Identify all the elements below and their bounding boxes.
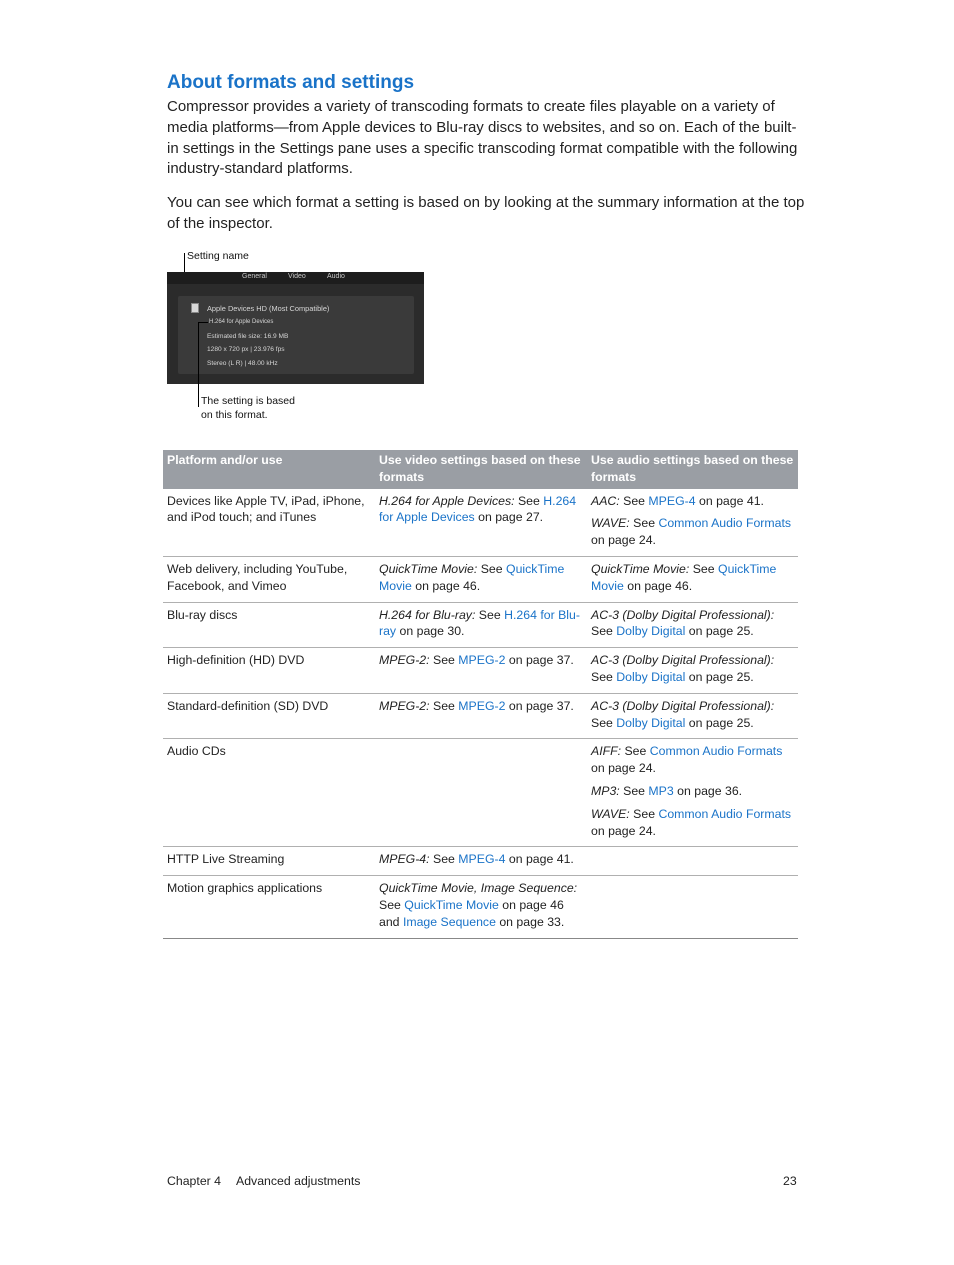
tab-audio: Audio [327, 273, 345, 280]
video-cell [375, 602, 587, 648]
header-platform: Platform and/or use [163, 450, 375, 489]
see-text: See [591, 715, 617, 730]
and-text: and [379, 914, 403, 929]
header-video: Use video settings based on these formats [375, 450, 587, 489]
format-entry [591, 493, 794, 510]
page-ref: on page 24. [591, 533, 656, 548]
callout-setting-name: Setting name [187, 250, 249, 262]
format-entry [591, 652, 794, 686]
see-text: See [429, 698, 459, 713]
inspector-screenshot [167, 272, 424, 384]
format-entry [379, 561, 583, 595]
see-text: See [429, 653, 459, 668]
document-icon [191, 303, 199, 313]
see-text: See [619, 493, 649, 508]
header-audio: Use audio settings based on these formats [587, 450, 798, 489]
table-row [163, 648, 798, 694]
section-heading: About formats and settings [167, 72, 415, 93]
format-link[interactable]: H.264 for Blu-ray [379, 607, 580, 639]
format-label: AC-3 (Dolby Digital Professional): [591, 607, 775, 622]
format-label: MP3: [591, 783, 620, 798]
page-ref: on page 25. [685, 624, 754, 639]
table-row [163, 556, 798, 602]
platform-cell: Audio CDs [163, 739, 375, 847]
format-entry [379, 493, 583, 527]
summary-panel [178, 296, 414, 374]
format-link[interactable]: Common Audio Formats [649, 744, 783, 759]
page-ref: on page 36. [673, 783, 743, 798]
callout-format-2: on this format. [201, 409, 268, 421]
format-link[interactable]: Dolby Digital [616, 715, 686, 730]
page-ref: on page 41. [695, 493, 764, 508]
format-entry [591, 515, 794, 549]
audio-cell [587, 556, 798, 602]
page-ref: on page 37. [505, 698, 574, 713]
page-ref: on page 25. [685, 715, 754, 730]
video-cell [375, 556, 587, 602]
see-text: See [477, 561, 507, 576]
format-label: WAVE: [591, 806, 630, 821]
callout-format-1: The setting is based [201, 395, 295, 407]
format-entry [591, 806, 794, 840]
video-cell [375, 847, 587, 876]
audio-info: Stereo (L R) | 48.00 kHz [207, 360, 278, 367]
format-link[interactable]: Image Sequence [402, 914, 496, 929]
format-label: MPEG-2: [379, 698, 430, 713]
format-entry [591, 698, 794, 732]
dimensions: 1280 x 720 px | 23.976 fps [207, 346, 285, 353]
page-ref: on page 33. [495, 914, 565, 929]
format-label: AIFF: [591, 744, 622, 759]
audio-cell [587, 739, 798, 847]
format-label: AAC: [591, 493, 620, 508]
format-entry [379, 652, 583, 669]
video-cell [375, 739, 587, 847]
see-text: See [429, 852, 459, 867]
format-link[interactable]: Dolby Digital [616, 669, 686, 684]
audio-cell [587, 602, 798, 648]
file-size: Estimated file size: 16.9 MB [207, 333, 289, 340]
setting-name: Apple Devices HD (Most Compatible) [207, 304, 330, 313]
format-link[interactable]: MPEG-2 [458, 698, 506, 713]
formats-table [163, 450, 798, 939]
table-row [163, 602, 798, 648]
format-entry [591, 607, 794, 641]
table-row [163, 739, 798, 847]
audio-cell [587, 648, 798, 694]
format-entry [379, 698, 583, 715]
platform-cell: Blu-ray discs [163, 602, 375, 648]
inspector-paragraph: You can see which format a setting is based on by looking at the summary information at the top of the inspector. [167, 194, 805, 232]
see-text: See [591, 624, 617, 639]
callout-line [198, 322, 199, 407]
platform-cell: Devices like Apple TV, iPad, iPhone, and iPod touch; and iTunes [163, 489, 375, 557]
setting-format: H.264 for Apple Devices [209, 319, 274, 325]
format-label: AC-3 (Dolby Digital Professional): [591, 653, 775, 668]
page-ref: on page 46 [498, 897, 564, 912]
tab-video: Video [288, 273, 306, 280]
table-row [163, 693, 798, 739]
format-label: H.264 for Apple Devices: [379, 493, 515, 508]
audio-cell [587, 489, 798, 557]
format-entry [379, 851, 583, 868]
see-text: See [629, 806, 659, 821]
format-link[interactable]: MPEG-4 [648, 493, 696, 508]
footer-chapter-link[interactable]: Advanced adjustments [236, 1174, 361, 1188]
format-label: QuickTime Movie, Image Sequence: [379, 881, 578, 896]
page-ref: on page 41. [505, 852, 574, 867]
tab-general: General [242, 273, 267, 280]
video-cell [375, 693, 587, 739]
format-link[interactable]: H.264 for Apple Devices [379, 493, 577, 525]
video-cell [375, 489, 587, 557]
format-label: QuickTime Movie: [591, 561, 690, 576]
format-label: AC-3 (Dolby Digital Professional): [591, 698, 775, 713]
format-link[interactable]: Common Audio Formats [658, 806, 792, 821]
see-text: See [689, 561, 719, 576]
page-ref: on page 24. [591, 761, 656, 776]
format-label: WAVE: [591, 516, 630, 531]
format-link[interactable]: QuickTime Movie [379, 561, 565, 593]
video-cell [375, 648, 587, 694]
callout-line [198, 322, 208, 323]
see-text: See [514, 493, 544, 508]
page-ref: on page 46. [623, 578, 693, 593]
format-label: MPEG-2: [379, 653, 430, 668]
see-text: See [621, 744, 650, 759]
footer-chapter: Chapter 4 [167, 1174, 222, 1188]
format-entry [379, 607, 583, 641]
page-ref: on page 46. [411, 578, 481, 593]
page-number: 23 [783, 1174, 797, 1188]
format-link[interactable]: Dolby Digital [616, 624, 686, 639]
page-ref: on page 25. [685, 669, 754, 684]
see-text: See [619, 783, 649, 798]
format-link[interactable]: MPEG-2 [458, 653, 506, 668]
table-row [163, 847, 798, 876]
format-label: H.264 for Blu-ray: [379, 607, 476, 622]
platform-cell: Web delivery, including YouTube, Facebook, and Vimeo [163, 556, 375, 602]
page-ref: on page 24. [591, 823, 656, 838]
table-row [163, 876, 798, 938]
format-entry [591, 743, 794, 777]
table-row [163, 489, 798, 557]
format-link[interactable]: MP3 [648, 783, 674, 798]
format-label: QuickTime Movie: [379, 561, 478, 576]
format-entry [379, 880, 583, 930]
page-ref: on page 30. [396, 624, 465, 639]
format-link[interactable]: QuickTime Movie [404, 897, 499, 912]
format-entry [591, 783, 794, 800]
format-entry [591, 561, 794, 595]
see-text: See [379, 897, 405, 912]
format-label: MPEG-4: [379, 852, 430, 867]
platform-cell: Motion graphics applications [163, 876, 375, 938]
video-cell [375, 876, 587, 938]
platform-cell: HTTP Live Streaming [163, 847, 375, 876]
platform-cell: Standard-definition (SD) DVD [163, 693, 375, 739]
intro-paragraph: Compressor provides a variety of transcoding formats to create files playable on a variety of media platforms—from Apple devices to Blu-ray discs to websites, and so on. Each of the built-in settings in the Settings pane uses a specific transcoding format compatible with the following industry-standard platforms. [167, 98, 798, 178]
page-ref: on page 37. [505, 653, 574, 668]
platform-cell: High-definition (HD) DVD [163, 648, 375, 694]
page-ref: on page 27. [474, 510, 544, 525]
inspector-tab-bar [167, 272, 424, 284]
see-text: See [475, 607, 505, 622]
format-link[interactable]: QuickTime Movie [591, 561, 777, 593]
see-text: See [591, 669, 617, 684]
audio-cell [587, 876, 798, 938]
format-link[interactable]: MPEG-4 [458, 852, 506, 867]
format-link[interactable]: Common Audio Formats [658, 516, 792, 531]
audio-cell [587, 693, 798, 739]
audio-cell [587, 847, 798, 876]
table-header-row [163, 450, 798, 489]
see-text: See [629, 516, 659, 531]
